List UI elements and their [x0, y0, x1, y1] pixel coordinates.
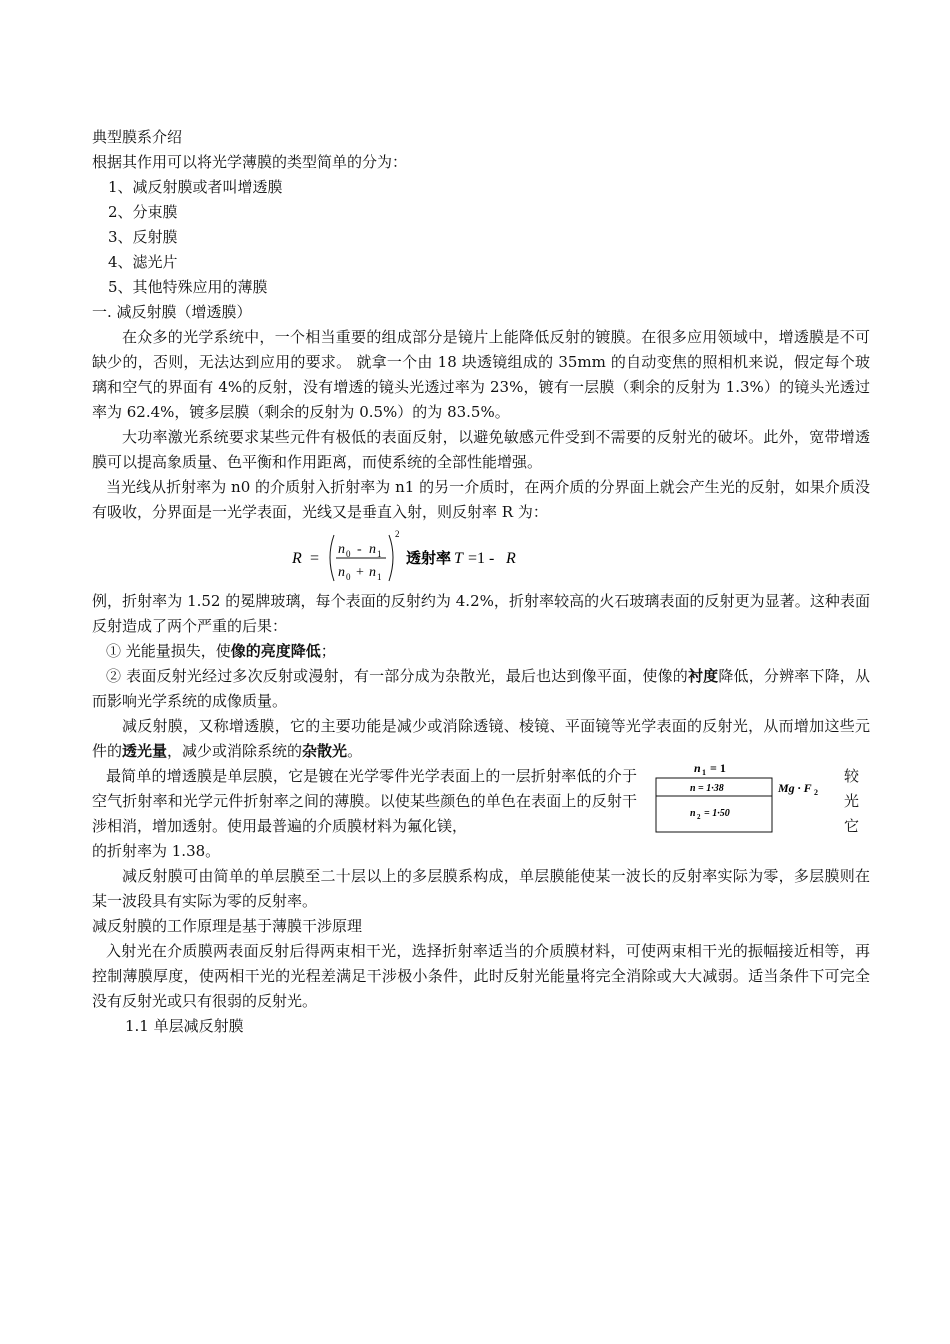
material-sub: 2: [814, 788, 818, 797]
reflectance-formula: [92, 525, 870, 589]
paragraph: 例，折射率为 1.52 的冕牌玻璃，每个表面的反射约为 4.2%，折射率较高的火石玻璃表面的反射更为显著。这种表面反射造成了两个严重的后果：: [92, 592, 870, 635]
subsection-heading: 1.1 单层减反射膜: [125, 1017, 244, 1035]
film-diagram-graphic: [652, 758, 832, 838]
paragraph: 入射光在介质膜两表面反射后得两束相干光，选择折射率适当的介质膜材料，可使两束相干光的振幅接近相等，再控制薄膜厚度，使两相干光的光程差满足干涉极小条件，此时反射光能量将完全消除或大大减弱。适当条件下可完全没有反射光或只有很弱的反射光。: [92, 942, 870, 1010]
list-item: 2、分束膜: [108, 203, 178, 221]
substrate-n-sub: 2: [697, 813, 701, 821]
substrate-value: = 1·50: [704, 808, 730, 819]
paragraph: 当光线从折射率为 n0 的介质射入折射率为 n1 的另一介质时，在两介质的分界面上就会产生光的反射，如果介质没有吸收，分界面是一光学表面，光线又是垂直入射，则反射率 R 为：: [92, 478, 870, 521]
material-label: Mg · F: [778, 781, 812, 795]
paragraph: [92, 714, 870, 764]
formula-one-minus: =1 -: [468, 550, 495, 567]
formula-n1b-sub: 1: [377, 572, 382, 582]
document-body: [92, 125, 870, 1039]
para5-bold-1: 透光量: [122, 742, 168, 760]
right-paren: [389, 535, 393, 581]
formula-t: T: [454, 550, 463, 567]
list-item: 1、减反射膜或者叫增透膜: [108, 178, 283, 196]
formula-exponent: 2: [395, 529, 400, 539]
formula-plus: +: [356, 565, 364, 580]
side-char: 它: [844, 817, 860, 835]
doc-title: 典型膜系介绍: [92, 128, 183, 146]
side-char: 较: [844, 767, 860, 785]
formula-minus: -: [357, 542, 362, 557]
side-char: 光: [844, 792, 860, 810]
formula-n1: n: [369, 542, 376, 557]
consequence-2: [92, 664, 870, 714]
formula-n0: n: [338, 542, 345, 557]
para5-mid: ，减少或消除系统的: [167, 742, 303, 760]
consequence-1: [92, 639, 870, 664]
air-n-sub: 1: [702, 768, 706, 777]
formula-graphic: [288, 525, 548, 589]
consequence-2-bold: 衬度: [687, 667, 719, 685]
left-paren: [330, 535, 334, 581]
list-item: 3、反射膜: [108, 228, 178, 246]
para5-post: 。: [347, 742, 363, 760]
air-n: n: [694, 761, 701, 775]
air-n-value: = 1: [710, 761, 726, 775]
side-characters: [844, 764, 864, 839]
consequence-1-post: ；: [320, 642, 336, 660]
formula-n0-sub: 0: [346, 549, 351, 559]
intro-text: 根据其作用可以将光学薄膜的类型简单的分为：: [92, 153, 408, 171]
formula-n0b: n: [338, 565, 345, 580]
para5-pre: 减反射膜，又称增透膜，它的主要功能是减少或消除透镜、棱镜、平面镜等光学表面的反射光，从而增加这些元件的: [92, 717, 870, 760]
film-layer-diagram: [652, 758, 832, 842]
formula-n1-sub: 1: [377, 549, 382, 559]
formula-n0b-sub: 0: [346, 572, 351, 582]
formula-r: R: [292, 550, 302, 567]
paragraph-end: 的折射率为 1.38。: [92, 842, 221, 860]
formula-n1b: n: [369, 565, 376, 580]
consequence-1-bold: 像的亮度降低: [230, 642, 321, 660]
para5-bold-2: 杂散光: [302, 742, 348, 760]
film-index: n = 1·38: [690, 783, 724, 794]
list-item: 4、滤光片: [108, 253, 178, 271]
formula-equals: =: [310, 550, 320, 567]
consequence-2-post: 降低，分辨率下降，从而影响光学系统的成像质量。: [92, 667, 870, 710]
consequence-1-pre: ① 光能量损失，使: [106, 642, 231, 660]
principle-heading: 减反射膜的工作原理是基于薄膜干涉原理: [92, 917, 363, 935]
paragraph: 在众多的光学系统中，一个相当重要的组成部分是镜片上能降低反射的镀膜。在很多应用领域中，增透膜是不可缺少的，否则，无法达到应用的要求。 就拿一个由 18 块透镜组成的 35mm 的自动变焦的照相机来说，假定每个玻璃和空气的界面有 4%的反射，没有增透的镜头光透过率为 23%，镀有一层膜（剩余的反射为 1.3%）的镜头光透过率为 62.4%，镀多层膜（剩余的反射为 0.5%）的为 83.5%。: [92, 328, 870, 421]
paragraph: 大功率激光系统要求某些元件有极低的表面反射，以避免敏感元件受到不需要的反射光的破坏。此外，宽带增透膜可以提高象质量、色平衡和作用距离，而使系统的全部性能增强。: [92, 428, 870, 471]
paragraph: 最简单的增透膜是单层膜，它是镀在光学零件光学表面上的一层折射率低的介于空气折射率和光学元件折射率之间的薄膜。以使某些颜色的单色在表面上的反射干涉相消，增加透射。使用最普遍的介质膜材料为氟化镁，: [92, 767, 637, 835]
film-section: [92, 761, 870, 864]
list-item: 5、其他特殊应用的薄膜: [108, 278, 268, 296]
consequence-2-pre: ② 表面反射光经过多次反射或漫射，有一部分成为杂散光，最后也达到像平面，使像的: [106, 667, 688, 685]
section-heading: 一. 减反射膜（增透膜）: [92, 303, 252, 321]
transmittance-label: 透射率: [406, 549, 452, 567]
paragraph: 减反射膜可由简单的单层膜至二十层以上的多层膜系构成，单层膜能使某一波长的反射率实际为零，多层膜则在某一波段具有实际为零的反射率。: [92, 867, 870, 910]
formula-r2: R: [506, 550, 516, 567]
substrate-n: n: [690, 808, 696, 819]
